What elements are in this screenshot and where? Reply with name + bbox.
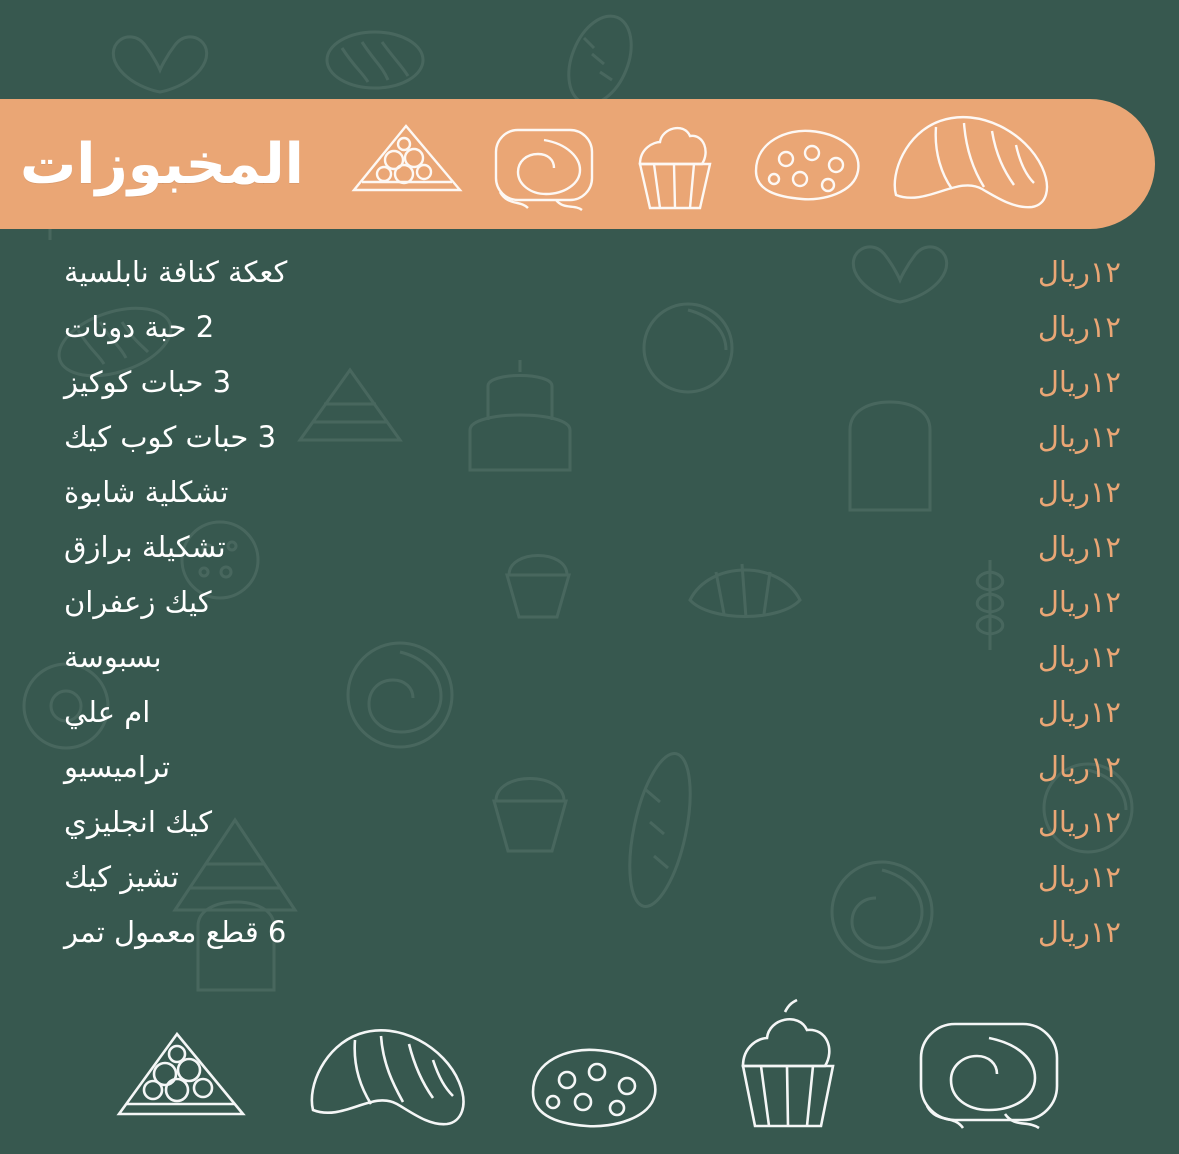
item-name: كعكة كنافة نابلسية — [64, 255, 288, 289]
item-name: 3 حبات كوب كيك — [64, 420, 277, 454]
item-name: كيك زعفران — [64, 585, 212, 619]
cinnamon-roll-icon — [486, 114, 602, 214]
menu-item-row — [64, 530, 1121, 585]
footer-icon-row — [0, 976, 1179, 1136]
menu-item-row — [64, 585, 1121, 640]
item-price: ١٢ريال — [1037, 475, 1121, 509]
cookie-icon — [748, 119, 868, 209]
header-icon-row — [348, 99, 1155, 229]
croissant-icon — [886, 109, 1066, 219]
menu-item-row — [64, 365, 1121, 420]
item-name: تشيز كيك — [64, 860, 179, 894]
item-name: تشكلية شابوة — [64, 475, 229, 509]
menu-item-row — [64, 805, 1121, 860]
cupcake-icon — [717, 998, 857, 1136]
item-price: ١٢ريال — [1037, 420, 1121, 454]
item-price: ١٢ريال — [1037, 585, 1121, 619]
item-price: ١٢ريال — [1037, 860, 1121, 894]
menu-item-row — [64, 420, 1121, 475]
header-banner — [0, 99, 1155, 229]
menu-item-row — [64, 915, 1121, 970]
item-name: بسبوسة — [64, 640, 162, 674]
item-name: 6 قطع معمول تمر — [64, 915, 287, 949]
menu-item-row — [64, 640, 1121, 695]
item-price: ١٢ريال — [1037, 640, 1121, 674]
croissant-icon — [303, 1024, 473, 1136]
page-title: المخبوزات — [20, 131, 304, 197]
cookie-icon — [525, 1040, 665, 1136]
item-price: ١٢ريال — [1037, 530, 1121, 564]
menu-item-row — [64, 310, 1121, 365]
item-price: ١٢ريال — [1037, 695, 1121, 729]
item-name: 3 حبات كوكيز — [64, 365, 232, 399]
fruit-tart-icon — [111, 1018, 251, 1136]
menu-item-row — [64, 750, 1121, 805]
item-price: ١٢ريال — [1037, 310, 1121, 344]
cinnamon-roll-icon — [909, 1010, 1069, 1136]
cupcake-icon — [620, 112, 730, 216]
item-name: كيك انجليزي — [64, 805, 213, 839]
item-name: 2 حبة دونات — [64, 310, 215, 344]
menu-item-row — [64, 695, 1121, 750]
fruit-tart-icon — [348, 114, 468, 214]
item-price: ١٢ريال — [1037, 365, 1121, 399]
item-price: ١٢ريال — [1037, 255, 1121, 289]
menu-item-row — [64, 255, 1121, 310]
item-price: ١٢ريال — [1037, 750, 1121, 784]
item-name: ام علي — [64, 695, 151, 729]
item-price: ١٢ريال — [1037, 805, 1121, 839]
menu-item-row — [64, 860, 1121, 915]
menu-list — [0, 255, 1179, 970]
menu-item-row — [64, 475, 1121, 530]
item-name: تشكيلة برازق — [64, 530, 226, 564]
item-price: ١٢ريال — [1037, 915, 1121, 949]
item-name: تراميسيو — [64, 750, 171, 784]
